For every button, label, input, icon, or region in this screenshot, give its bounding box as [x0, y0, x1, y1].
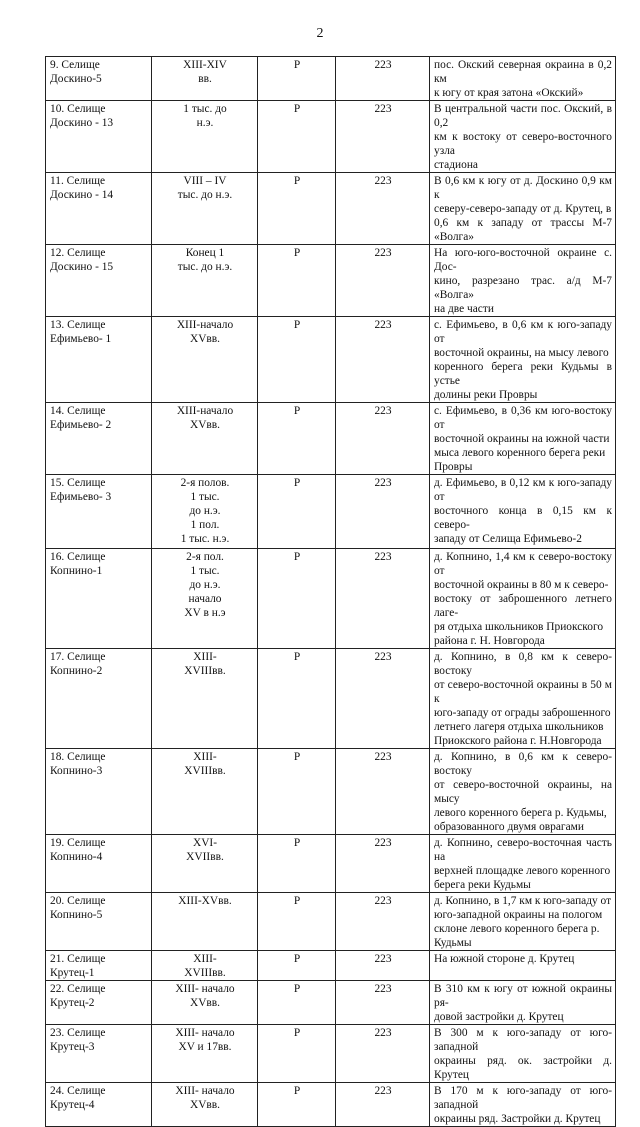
- site-name-cell-line: Копнино-4: [50, 851, 103, 863]
- location-cell-line: летнего лагеря отдыха школьников: [434, 721, 604, 733]
- dating-cell: [152, 893, 258, 951]
- dating-cell-line: XVвв.: [189, 997, 221, 1009]
- site-name-cell-line: 19. Селище: [50, 837, 106, 849]
- dating-cell: [152, 649, 258, 749]
- site-name-cell-line: Копнино-5: [50, 909, 103, 921]
- dating-cell: [152, 245, 258, 317]
- site-name-cell: [46, 893, 152, 951]
- site-name-cell-line: Крутец-2: [50, 997, 95, 1009]
- location-cell: [430, 101, 616, 173]
- site-name-cell-line: 13. Селище: [50, 319, 106, 331]
- site-name-cell-line: 17. Селище: [50, 651, 106, 663]
- table-row: [46, 57, 616, 101]
- category-cell: Р: [258, 475, 336, 549]
- category-cell: Р: [258, 317, 336, 403]
- dating-cell-line: вв.: [198, 73, 212, 85]
- site-name-cell-line: 20. Селище: [50, 895, 106, 907]
- dating-cell: [152, 403, 258, 475]
- dating-cell-line: 2-я пол.: [186, 551, 224, 563]
- site-name-cell-line: 11. Селище: [50, 175, 106, 187]
- site-name-cell-line: 15. Селище: [50, 477, 106, 489]
- table-row: [46, 1083, 616, 1127]
- table-row: [46, 951, 616, 981]
- number-cell: 223: [336, 475, 430, 549]
- dating-cell: [152, 101, 258, 173]
- number-cell: 223: [336, 981, 430, 1025]
- site-name-cell: [46, 245, 152, 317]
- dating-cell-line: XV и 17вв.: [178, 1041, 232, 1053]
- dating-cell: [152, 981, 258, 1025]
- category-cell: Р: [258, 1083, 336, 1127]
- location-cell-line: окраины ряд. Застройки д. Крутец: [434, 1113, 601, 1125]
- site-name-cell: [46, 1025, 152, 1083]
- table-row: [46, 835, 616, 893]
- dating-cell-line: Конец 1: [185, 247, 225, 259]
- dating-cell-line: XIII-начало: [176, 405, 234, 417]
- site-name-cell: [46, 951, 152, 981]
- location-cell-line: верхней площадке левого коренного: [434, 865, 611, 877]
- location-cell-line: восточной окраины в 80 м к северо-: [434, 579, 609, 591]
- site-name-cell-line: 18. Селище: [50, 751, 106, 763]
- category-cell: Р: [258, 173, 336, 245]
- number-cell: 223: [336, 57, 430, 101]
- location-cell-line: кино, разрезано трас. а/д М-7 «Волга»: [434, 275, 612, 301]
- site-name-cell-line: Копнино-3: [50, 765, 103, 777]
- table-row: [46, 403, 616, 475]
- site-name-cell-line: Ефимьево- 2: [50, 419, 112, 431]
- location-cell-line: пос. Окский северная окраина в 0,2 км: [434, 59, 612, 85]
- site-name-cell-line: 16. Селище: [50, 551, 106, 563]
- table-row: [46, 893, 616, 951]
- site-name-cell-line: 21. Селище: [50, 953, 106, 965]
- dating-cell-line: XVвв.: [189, 1099, 221, 1111]
- dating-cell-line: XIII- начало: [175, 1027, 235, 1039]
- dating-cell-line: XVIIIвв.: [184, 665, 226, 677]
- dating-cell-line: XIII-XVвв.: [178, 895, 232, 907]
- site-name-cell: [46, 475, 152, 549]
- number-cell: 223: [336, 835, 430, 893]
- location-cell-line: к югу от края затона «Окский»: [434, 87, 584, 99]
- category-cell: Р: [258, 893, 336, 951]
- table-body: [46, 57, 616, 1127]
- number-cell: 223: [336, 173, 430, 245]
- site-name-cell: [46, 749, 152, 835]
- dating-cell-line: VIII – IV: [183, 175, 227, 187]
- dating-cell: [152, 173, 258, 245]
- dating-cell-line: тыс. до н.э.: [177, 261, 233, 273]
- location-cell-line: д. Копнино, в 0,8 км к северо-востоку: [434, 651, 612, 677]
- number-cell: 223: [336, 893, 430, 951]
- location-cell-line: довой застройки д. Крутец: [434, 1011, 564, 1023]
- location-cell-line: юго-западу от ограды заброшенного: [434, 707, 611, 719]
- site-name-cell: [46, 835, 152, 893]
- location-cell-line: долины реки Провры: [434, 389, 538, 401]
- location-cell-line: В центральной части пос. Окский, в 0,2: [434, 103, 612, 129]
- location-cell-line: В 310 км к югу от южной окраины ря-: [434, 983, 612, 1009]
- site-name-cell-line: Доскино - 13: [50, 117, 114, 129]
- site-name-cell-line: Копнино-1: [50, 565, 103, 577]
- site-name-cell-line: Доскино - 14: [50, 189, 114, 201]
- location-cell: [430, 549, 616, 649]
- category-cell: Р: [258, 951, 336, 981]
- location-cell-line: км к востоку от северо-восточного узла: [434, 131, 612, 157]
- location-cell: [430, 649, 616, 749]
- dating-cell-line: 1 тыс. н.э.: [180, 533, 230, 545]
- location-cell: [430, 1083, 616, 1127]
- site-name-cell-line: Крутец-1: [50, 967, 95, 979]
- dating-cell-line: XIII-начало: [176, 319, 234, 331]
- location-cell-line: с. Ефимьево, в 0,36 км юго-востоку от: [434, 405, 612, 431]
- location-cell-line: Провры: [434, 461, 473, 473]
- location-cell-line: от северо-восточной окраины в 50 м к: [434, 679, 612, 705]
- category-cell: Р: [258, 981, 336, 1025]
- dating-cell-line: до н.э.: [189, 579, 221, 591]
- dating-cell-line: XV в н.э: [184, 607, 226, 619]
- dating-cell-line: до н.э.: [189, 505, 221, 517]
- location-cell: [430, 893, 616, 951]
- site-name-cell: [46, 173, 152, 245]
- category-cell: Р: [258, 649, 336, 749]
- dating-cell-line: XVвв.: [189, 419, 221, 431]
- dating-cell-line: н.э.: [196, 117, 214, 129]
- site-name-cell-line: Ефимьево- 1: [50, 333, 112, 345]
- location-cell: [430, 951, 616, 981]
- number-cell: 223: [336, 317, 430, 403]
- dating-cell: [152, 835, 258, 893]
- location-cell-line: стадиона: [434, 159, 478, 171]
- category-cell: Р: [258, 403, 336, 475]
- number-cell: 223: [336, 1025, 430, 1083]
- site-name-cell-line: 10. Селище: [50, 103, 106, 115]
- location-cell-line: Кудьмы: [434, 937, 472, 949]
- location-cell-line: ря отдыха школьников Приокского: [434, 621, 604, 633]
- location-cell-line: района г. Н. Новгорода: [434, 635, 545, 647]
- table-row: [46, 101, 616, 173]
- number-cell: 223: [336, 649, 430, 749]
- table-row: [46, 981, 616, 1025]
- location-cell-line: На южной стороне д. Крутец: [434, 953, 575, 965]
- site-name-cell-line: Доскино-5: [50, 73, 102, 85]
- category-cell: Р: [258, 835, 336, 893]
- location-cell-line: северу-северо-западу от д. Крутец, в: [434, 203, 612, 215]
- number-cell: 223: [336, 549, 430, 649]
- site-name-cell-line: 14. Селище: [50, 405, 106, 417]
- location-cell-line: д. Копнино, в 0,6 км к северо-востоку: [434, 751, 612, 777]
- location-cell: [430, 1025, 616, 1083]
- dating-cell-line: XVI-: [192, 837, 218, 849]
- location-cell: [430, 57, 616, 101]
- location-cell-line: мыса левого коренного берега реки: [434, 447, 606, 459]
- location-cell-line: В 0,6 км к югу от д. Доскино 0,9 км к: [434, 175, 612, 201]
- location-cell-line: склоне левого коренного берега р.: [434, 923, 600, 935]
- location-cell-line: В 300 м к юго-западу от юго-западной: [434, 1027, 612, 1053]
- number-cell: 223: [336, 245, 430, 317]
- table-row: [46, 649, 616, 749]
- location-cell-line: д. Ефимьево, в 0,12 км к юго-западу от: [434, 477, 612, 503]
- table-row: [46, 173, 616, 245]
- dating-cell-line: 1 тыс.: [190, 491, 220, 503]
- number-cell: 223: [336, 403, 430, 475]
- location-cell: [430, 835, 616, 893]
- location-cell-line: окраины ряд. ок. застройки д. Крутец: [434, 1055, 612, 1081]
- category-cell: Р: [258, 1025, 336, 1083]
- location-cell-line: берега реки Кудьмы: [434, 879, 531, 891]
- location-cell: [430, 245, 616, 317]
- dating-cell: [152, 475, 258, 549]
- number-cell: 223: [336, 951, 430, 981]
- dating-cell-line: XIII- начало: [175, 983, 235, 995]
- location-cell-line: востоку от заброшенного летнего лаге-: [434, 593, 612, 619]
- category-cell: Р: [258, 749, 336, 835]
- site-name-cell-line: 23. Селище: [50, 1027, 106, 1039]
- table-row: [46, 1025, 616, 1083]
- site-name-cell-line: 9. Селище: [50, 59, 100, 71]
- dating-cell: [152, 951, 258, 981]
- location-cell-line: от северо-восточной окраины, на мысу: [434, 779, 612, 805]
- location-cell-line: с. Ефимьево, в 0,6 км к юго-западу от: [434, 319, 612, 345]
- dating-cell-line: XVIIIвв.: [184, 967, 226, 979]
- location-cell-line: на две части: [434, 303, 494, 315]
- location-cell: [430, 173, 616, 245]
- site-name-cell: [46, 981, 152, 1025]
- dating-cell-line: 1 тыс. до: [183, 103, 227, 115]
- site-name-cell-line: Крутец-3: [50, 1041, 95, 1053]
- site-name-cell-line: 24. Селище: [50, 1085, 106, 1097]
- site-name-cell: [46, 549, 152, 649]
- site-name-cell: [46, 1083, 152, 1127]
- site-name-cell-line: Копнино-2: [50, 665, 103, 677]
- number-cell: 223: [336, 749, 430, 835]
- site-name-cell-line: 12. Селище: [50, 247, 106, 259]
- site-name-cell: [46, 101, 152, 173]
- dating-cell-line: XVвв.: [189, 333, 221, 345]
- category-cell: Р: [258, 101, 336, 173]
- location-cell-line: левого коренного берега р. Кудьмы,: [434, 807, 607, 819]
- location-cell-line: В 170 м к юго-западу от юго-западной: [434, 1085, 612, 1111]
- site-name-cell: [46, 317, 152, 403]
- page-number: 2: [316, 26, 324, 41]
- location-cell-line: д. Копнино, в 1,7 км к юго-западу от: [434, 895, 612, 907]
- location-cell: [430, 403, 616, 475]
- dating-cell: [152, 57, 258, 101]
- dating-cell: [152, 1083, 258, 1127]
- dating-cell-line: XVIIвв.: [186, 851, 224, 863]
- dating-cell-line: XIII- начало: [175, 1085, 235, 1097]
- site-name-cell-line: 22. Селище: [50, 983, 106, 995]
- location-cell: [430, 317, 616, 403]
- dating-cell-line: тыс. до н.э.: [177, 189, 233, 201]
- location-cell-line: юго-западной окраины на пологом: [434, 909, 603, 921]
- dating-cell-line: 1 тыс.: [190, 565, 220, 577]
- category-cell: Р: [258, 245, 336, 317]
- location-cell-line: западу от Селища Ефимьево-2: [434, 533, 582, 545]
- site-name-cell-line: Ефимьево- 3: [50, 491, 112, 503]
- location-cell-line: образованного двумя оврагами: [434, 821, 584, 833]
- category-cell: Р: [258, 57, 336, 101]
- table-row: [46, 749, 616, 835]
- location-cell-line: восточной окраины, на мысу левого: [434, 347, 609, 359]
- dating-cell: [152, 749, 258, 835]
- dating-cell-line: XIII-: [193, 751, 217, 763]
- location-cell-line: восточной окраины на южной части: [434, 433, 610, 445]
- table-row: [46, 549, 616, 649]
- dating-cell-line: начало: [188, 593, 222, 605]
- location-cell-line: 0,6 км к западу от трассы М-7 «Волга»: [434, 217, 612, 243]
- site-name-cell-line: Доскино - 15: [50, 261, 114, 273]
- dating-cell-line: XIII-XIV: [183, 59, 227, 71]
- dating-cell: [152, 549, 258, 649]
- location-cell-line: коренного берега реки Кудьмы в устье: [434, 361, 612, 387]
- dating-cell-line: 1 пол.: [190, 519, 220, 531]
- dating-cell-line: XVIIIвв.: [184, 765, 226, 777]
- location-cell-line: На юго-юго-восточной окраине с. Дос-: [434, 247, 612, 273]
- dating-cell: [152, 1025, 258, 1083]
- table-row: [46, 245, 616, 317]
- site-name-cell-line: Крутец-4: [50, 1099, 95, 1111]
- monuments-table: [45, 56, 616, 1127]
- dating-cell-line: XIII-: [193, 651, 217, 663]
- location-cell: [430, 475, 616, 549]
- location-cell: [430, 749, 616, 835]
- location-cell-line: восточного конца в 0,15 км к северо-: [434, 505, 612, 531]
- site-name-cell: [46, 57, 152, 101]
- dating-cell-line: 2-я полов.: [180, 477, 230, 489]
- site-name-cell: [46, 403, 152, 475]
- location-cell: [430, 981, 616, 1025]
- table-row: [46, 317, 616, 403]
- location-cell-line: д. Копнино, северо-восточная часть на: [434, 837, 612, 863]
- number-cell: 223: [336, 1083, 430, 1127]
- location-cell-line: д. Копнино, 1,4 км к северо-востоку от: [434, 551, 612, 577]
- dating-cell: [152, 317, 258, 403]
- dating-cell-line: XIII-: [193, 953, 217, 965]
- site-name-cell: [46, 649, 152, 749]
- number-cell: 223: [336, 101, 430, 173]
- category-cell: Р: [258, 549, 336, 649]
- location-cell-line: Приокского района г. Н.Новгорода: [434, 735, 602, 747]
- table-row: [46, 475, 616, 549]
